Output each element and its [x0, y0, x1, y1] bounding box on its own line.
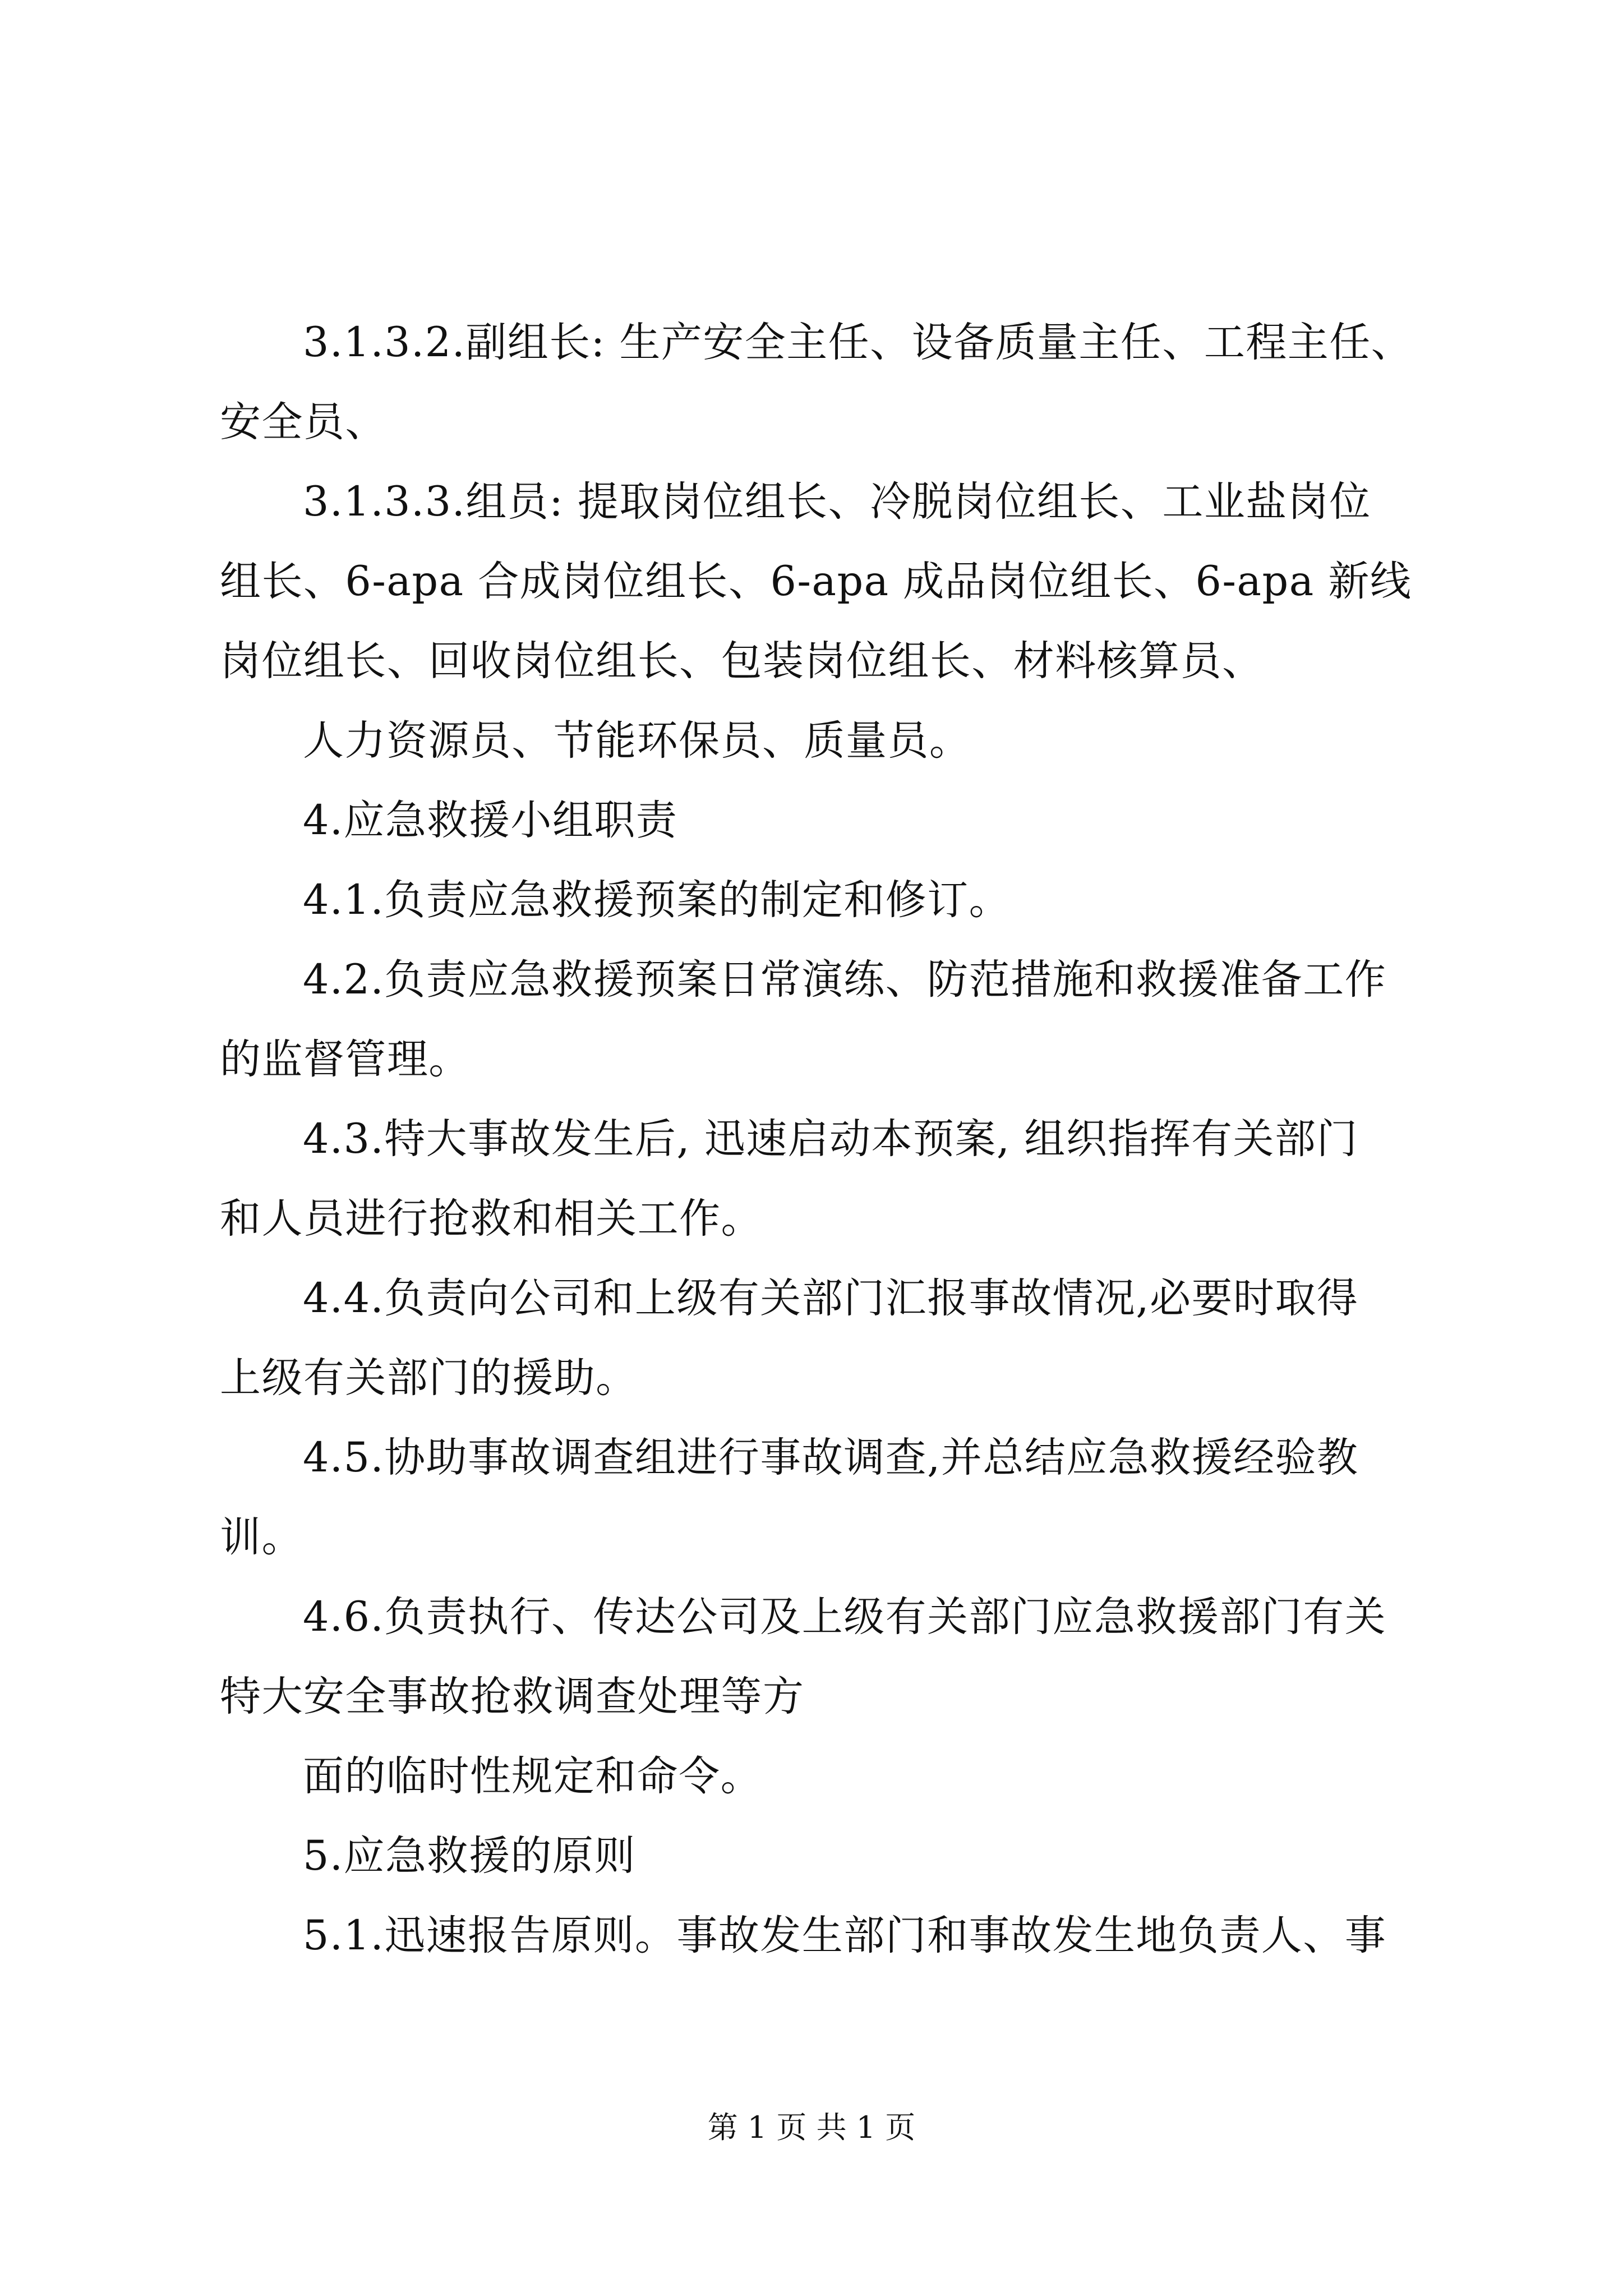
text-line: 3.1.3.2.副组长: 生产安全主任、设备质量主任、工程主任、	[303, 319, 1413, 366]
text-line: 训。	[220, 1513, 303, 1561]
text-line: 岗位组长、回收岗位组长、包装岗位组长、材料核算员、	[220, 637, 1264, 685]
text-line: 的监督管理。	[220, 1036, 471, 1083]
document-body	[220, 303, 1426, 1976]
text-line: 3.1.3.3.组员: 提取岗位组长、冷脱岗位组长、工业盐岗位	[303, 478, 1371, 526]
text-line: 面的临时性规定和命令。	[303, 1752, 763, 1800]
text-line: 5.应急救援的原则	[303, 1832, 636, 1880]
text-line: 5.1.迅速报告原则。事故发生部门和事故发生地负责人、事	[303, 1912, 1387, 1959]
text-line: 特大安全事故抢救调查处理等方	[220, 1673, 805, 1720]
text-line: 4.2.负责应急救援预案日常演练、防范措施和救援准备工作	[303, 956, 1387, 1004]
text-line: 组长、6-apa 合成岗位组长、6-apa 成品岗位组长、6-apa 新线	[220, 558, 1412, 605]
text-line: 4.1.负责应急救援预案的制定和修订。	[303, 876, 1011, 924]
text-line: 和人员进行抢救和相关工作。	[220, 1195, 763, 1243]
text-line: 4.6.负责执行、传达公司及上级有关部门应急救援部门有关	[303, 1593, 1387, 1641]
text-line: 4.3.特大事故发生后, 迅速启动本预案, 组织指挥有关部门	[303, 1115, 1358, 1163]
text-line: 4.5.协助事故调查组进行事故调查,并总结应急救援经验教	[303, 1434, 1359, 1481]
text-line: 安全员、	[220, 398, 387, 446]
text-line: 4.4.负责向公司和上级有关部门汇报事故情况,必要时取得	[303, 1274, 1359, 1322]
text-line: 上级有关部门的援助。	[220, 1354, 638, 1402]
page-footer: 第 1 页 共 1 页	[707, 2110, 916, 2145]
text-line: 人力资源员、节能环保员、质量员。	[303, 717, 971, 765]
text-line: 4.应急救援小组职责	[303, 797, 678, 844]
